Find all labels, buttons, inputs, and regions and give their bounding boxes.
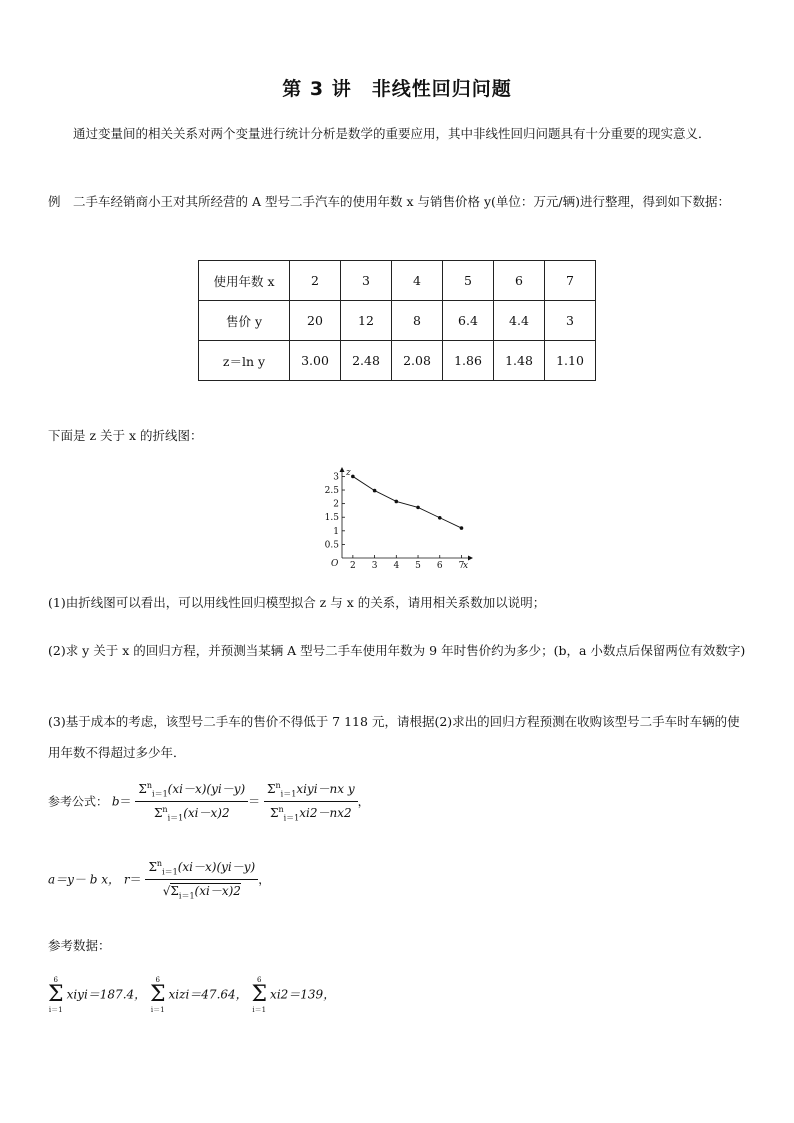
- table-cell: 20: [290, 301, 341, 341]
- b-hat: b: [111, 794, 120, 809]
- sum-symbol: Σ: [153, 806, 163, 821]
- table-row-z: [199, 341, 596, 381]
- data-point: [395, 500, 399, 504]
- sum-symbol: Σ: [48, 982, 64, 1007]
- ref-data-label: 参考数据：: [48, 938, 111, 953]
- sum-symbol: Σ: [269, 806, 279, 821]
- table-cell: 12: [341, 301, 392, 341]
- table-cell: 4.4: [494, 301, 545, 341]
- x-tick-label: 4: [393, 561, 400, 570]
- sum-limit: i＝1: [280, 789, 297, 799]
- example-paragraph: 例 二手车经销商小王对其所经营的 A 型号二手汽车的使用年数 x 与销售价格 y(单位：万元/辆)进行整理，得到如下数据：: [48, 194, 730, 209]
- fraction-r: $\frac{\Sigma^n_{i=1}(xi-x)(yi-y)}{√\Sigma_{i=1}(xi-x)2}$: [145, 858, 258, 902]
- reference-formula-a-r: [48, 858, 270, 902]
- fraction-b2: [264, 780, 358, 824]
- data-point: [373, 489, 377, 493]
- comma: ，: [357, 794, 370, 809]
- y-axis-label: z: [346, 468, 351, 478]
- table-cell: 1.10: [545, 341, 596, 381]
- sum-symbol: Σ: [170, 884, 179, 899]
- x-tick-label: 6: [436, 561, 443, 570]
- table-cell: 4: [392, 261, 443, 301]
- sum-block-1: [48, 976, 64, 1014]
- data-point: [416, 506, 420, 510]
- equals: ＝: [129, 872, 142, 887]
- table-cell: 7: [545, 261, 596, 301]
- sum-top: 6: [257, 976, 262, 984]
- sum-limit: i＝1: [178, 891, 195, 901]
- sum-symbol: Σ: [138, 782, 147, 796]
- table-cell: 3.00: [290, 341, 341, 381]
- term: (xi－x)(yi－y): [167, 782, 246, 796]
- term: (xi－x)2: [194, 884, 241, 899]
- sum-limit: i＝1: [48, 1006, 63, 1014]
- sum-top: n: [156, 859, 163, 868]
- term: (xi－x)2: [183, 806, 230, 821]
- sum-limit: i＝1: [152, 789, 168, 799]
- table-cell: 1.48: [494, 341, 545, 381]
- sum-symbol: Σ: [149, 982, 166, 1007]
- table-cell: 2.48: [341, 341, 392, 381]
- y-tick-label: 1.5: [324, 513, 339, 524]
- chart-intro: 下面是 z 关于 x 的折线图：: [48, 428, 203, 443]
- sum-value-3: xi2＝139，: [270, 987, 336, 1002]
- x-tick-label: 5: [415, 561, 421, 570]
- table-cell: 3: [341, 261, 392, 301]
- reference-data-sums: [48, 976, 335, 1014]
- data-point: [351, 475, 355, 479]
- sum-symbol: Σ: [251, 982, 268, 1007]
- term: (xi－x)(yi－y): [177, 860, 256, 874]
- table-cell: 6.4: [443, 301, 494, 341]
- x-tick-label: 2: [349, 561, 356, 570]
- equals: ＝: [119, 794, 132, 809]
- table-header-y: 售价 y: [199, 301, 290, 341]
- fraction-b1: [135, 780, 248, 824]
- sum-symbol: Σ: [267, 782, 276, 796]
- table-cell: 2.08: [392, 341, 443, 381]
- origin-label: O: [331, 559, 339, 569]
- table-cell: 2: [290, 261, 341, 301]
- y-tick-label: 3: [333, 472, 339, 483]
- table-header-x: 使用年数 x: [199, 261, 290, 301]
- reference-formula-b: [48, 780, 370, 824]
- sum-top: 6: [53, 976, 59, 984]
- sum-value-2: xizi＝47.64，: [168, 987, 248, 1002]
- sum-limit: i＝1: [167, 813, 184, 823]
- a-rhs: ＝y－ b x，: [55, 872, 121, 887]
- sum-block-3: [251, 976, 267, 1014]
- equals: ＝: [248, 794, 261, 809]
- table-header-z: z＝ln y: [199, 341, 290, 381]
- sum-block-2: [150, 976, 166, 1014]
- sum-limit: i＝1: [162, 867, 178, 877]
- sum-symbol: Σ: [148, 860, 157, 874]
- data-point: [438, 516, 442, 520]
- sum-value-1: xiyi＝187.4，: [66, 987, 147, 1002]
- question-2: (2)求 y 关于 x 的回归方程，并预测当某辆 A 型号二手车使用年数为 9 年时售价约为多少；(b，a 小数点后保留两位有效数字): [48, 643, 746, 658]
- x-axis-label: x: [463, 561, 469, 570]
- sum-limit: i＝1: [150, 1006, 165, 1014]
- sum-top: n: [146, 781, 153, 790]
- table-cell: 8: [392, 301, 443, 341]
- comma: ，: [258, 872, 271, 887]
- sum-top: n: [162, 805, 168, 815]
- x-axis-arrow: [468, 556, 473, 561]
- y-tick-label: 2.5: [324, 486, 339, 497]
- y-tick-label: 1: [333, 526, 339, 537]
- question-3: (3)基于成本的考虑，该型号二手车的售价不得低于 7 118 元，请根据(2)求出的回归方程预测在收购该型号二手车时车辆的使用年数不得超过多少年．: [48, 714, 740, 760]
- ref-formula-label: 参考公式：: [48, 794, 109, 809]
- sum-top: n: [275, 781, 281, 790]
- x-tick-label: 7: [458, 561, 465, 570]
- table-cell: 6: [494, 261, 545, 301]
- sum-limit: i＝1: [252, 1006, 267, 1014]
- table-cell: 1.86: [443, 341, 494, 381]
- sum-top: 6: [155, 976, 160, 984]
- page-title: 第 3 讲 非线性回归问题: [282, 78, 512, 100]
- question-1: (1)由折线图可以看出，可以用线性回归模型拟合 z 与 x 的关系，请用相关系数加以说明；: [48, 595, 546, 610]
- line-chart: [318, 466, 478, 570]
- y-tick-label: 2: [333, 499, 339, 510]
- data-table: [198, 260, 596, 381]
- term: xiyi－nx y: [296, 782, 355, 796]
- sum-top: n: [278, 805, 284, 815]
- y-tick-label: 0.5: [324, 540, 339, 551]
- table-cell: 3: [545, 301, 596, 341]
- table-row-y: [199, 301, 596, 341]
- table-row-x: [199, 261, 596, 301]
- r-symbol: r: [123, 872, 130, 887]
- x-tick-label: 3: [371, 561, 378, 570]
- series-line: [353, 476, 462, 528]
- a-hat: a: [48, 872, 56, 887]
- data-point: [460, 526, 464, 530]
- y-axis-arrow: [340, 467, 345, 472]
- sum-limit: i＝1: [283, 813, 300, 823]
- term: xi2－nx2: [299, 806, 352, 821]
- intro-paragraph: 通过变量间的相关关系对两个变量进行统计分析是数学的重要应用，其中非线性回归问题具有十分重要的现实意义．: [73, 126, 711, 141]
- table-cell: 5: [443, 261, 494, 301]
